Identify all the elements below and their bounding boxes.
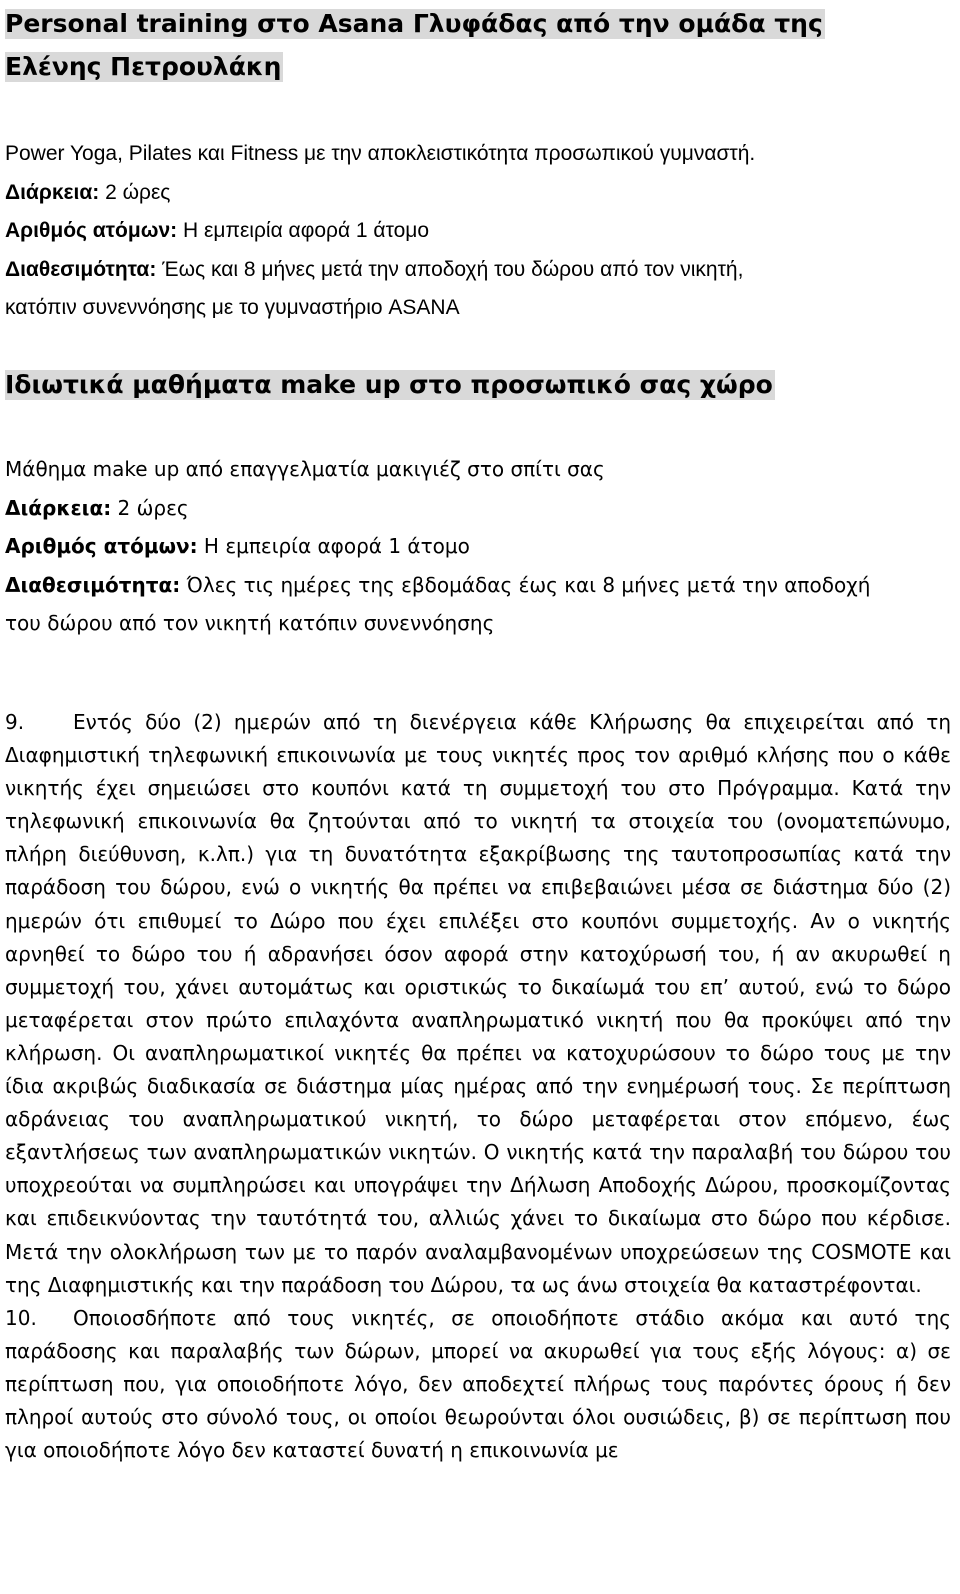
availability-row: [5, 566, 953, 605]
duration-label: Διάρκεια:: [5, 180, 100, 204]
terms-item-9: [5, 706, 951, 1302]
terms-item-number: 9.: [5, 710, 25, 734]
section-title-personal-training: Personal training στο Asana Γλυφάδας από την ομάδα της Ελένης Πετρουλάκη: [5, 9, 823, 81]
people-label: Αριθμός ατόμων:: [5, 534, 198, 558]
people-value: Η εμπειρία αφορά 1 άτομο: [177, 219, 430, 242]
duration-value: 2 ώρες: [99, 180, 171, 204]
terms-item-text: Εντός δύο (2) ημερών από τη διενέργεια κάθε Κλήρωσης θα επιχειρείται από τη Διαφημιστική τηλεφωνική επικοινωνία με τους νικητές προς τον αριθμό κλήσης που ο κάθε νικητής έχει σημειώσει στο κουπόνι κατά τη συμμετοχή του στο Πρόγραμμα. Κατά την τηλεφωνική επικοινωνία θα ζητούνται από το νικητή τα στοιχεία του (ονοματεπώνυμο, πλήρη διεύθυνση, κ.λπ.) για τη δυνατότητα εξακρίβωσης της ταυτοπροσωπίας κατά την παράδοση του δώρου, ενώ ο νικητής θα πρέπει να επιβεβαιώνει μέσα σε διάστημα δύο (2) ημερών ότι επιθυμεί το Δώρο που έχει επιλέξει στο κουπόνι συμμετοχής. Αν ο νικητής αρνηθεί το δώρο του ή αδρανήσει όσον αφορά στην κατοχύρωσή του, ή αν ακυρωθεί η συμμετοχή του, χάνει αυτομάτως και οριστικώς το δικαίωμά του επ’ αυτού, ενώ το δώρο μεταφέρεται στον πρώτο επιλαχόντα αναπληρωματικό νικητή που θα προκύψει από την κλήρωση. Οι αναπληρωματικοί νικητές θα πρέπει να κατοχυρώσουν το δώρο τους με την ίδια ακριβώς διαδικασία σε διάστημα μίας ημέρας από την ενημέρωσή τους. Σε περίπτωση αδράνειας του αναπληρωματικού νικητή, το δώρο μεταφέρεται στον επόμενο, έως εξαντλήσεως των αναπληρωματικών νικητών. Ο νικητής κατά την παραλαβή του δώρου του υποχρεούται να συμπληρώσει και υπογράψει την Δήλωση Αποδοχής Δώρου, προσκομίζοντας και επιδεικνύοντας την ταυτότητά του, αλλιώς χάνει το δικαίωμα στο δώρο που κέρδισε. Μετά την ολοκλήρωση των με το παρόν αναλαμβανομένων υποχρεώσεων της COSMOTE και της Διαφημιστικής και την παράδοση του Δώρου, τα ως άνω στοιχεία θα καταστρέφονται.: [5, 710, 951, 1297]
people-row: [5, 527, 953, 566]
availability-row-continued: του δώρου από τον νικητή κατόπιν συνεννόησης: [5, 611, 495, 635]
availability-row-continued: κατόπιν συνεννόησης με το γυμναστήριο ASANA: [5, 296, 460, 319]
makeup-lessons-details: [5, 450, 953, 643]
people-value: Η εμπειρία αφορά 1 άτομο: [197, 534, 470, 558]
availability-value: Όλες τις ημέρες της εβδομάδας έως και 8 μήνες μετά την αποδοχή: [180, 572, 871, 597]
makeup-intro: Μάθημα make up από επαγγελματία μακιγιέζ στο σπίτι σας: [5, 457, 605, 481]
availability-label: Διαθεσιμότητα:: [5, 572, 181, 597]
availability-row: [5, 251, 953, 290]
duration-value: 2 ώρες: [111, 495, 189, 520]
personal-training-details: [5, 135, 953, 328]
section-title-makeup-lessons: Ιδιωτικά μαθήματα make up στο προσωπικό σας χώρο: [5, 370, 773, 399]
people-label: Αριθμός ατόμων:: [5, 219, 178, 242]
terms-item-text: Οποιοσδήποτε από τους νικητές, σε οποιοδήποτε στάδιο ακόμα και αυτό της παράδοσης και παραλαβής των δώρων, μπορεί να ακυρωθεί για τους εξής λόγους: α) σε περίπτωση που, για οποιοδήποτε λόγο, δεν αποδεχτεί πλήρως τους παρόντες όρους ή δεν πληροί αυτούς στο σύνολό τους, οι οποίοι θεωρούνται όλοι ουσιώδεις, β) σε περίπτωση που για οποιοδήποτε λόγο δεν καταστεί δυνατή η επικοινωνία με: [5, 1305, 951, 1463]
terms-item-10: [5, 1302, 951, 1467]
people-row: [5, 212, 953, 251]
duration-row: [5, 489, 953, 528]
terms-item-number: 10.: [5, 1305, 37, 1330]
personal-training-intro: Power Yoga, Pilates και Fitness με την αποκλειστικότητα προσωπικού γυμναστή.: [5, 142, 756, 165]
duration-row: [5, 174, 953, 213]
availability-value: Έως και 8 μήνες μετά την αποδοχή του δώρου από τον νικητή,: [156, 257, 744, 281]
availability-label: Διαθεσιμότητα:: [5, 257, 157, 281]
duration-label: Διάρκεια:: [5, 495, 112, 520]
terms-section: [5, 706, 951, 1467]
